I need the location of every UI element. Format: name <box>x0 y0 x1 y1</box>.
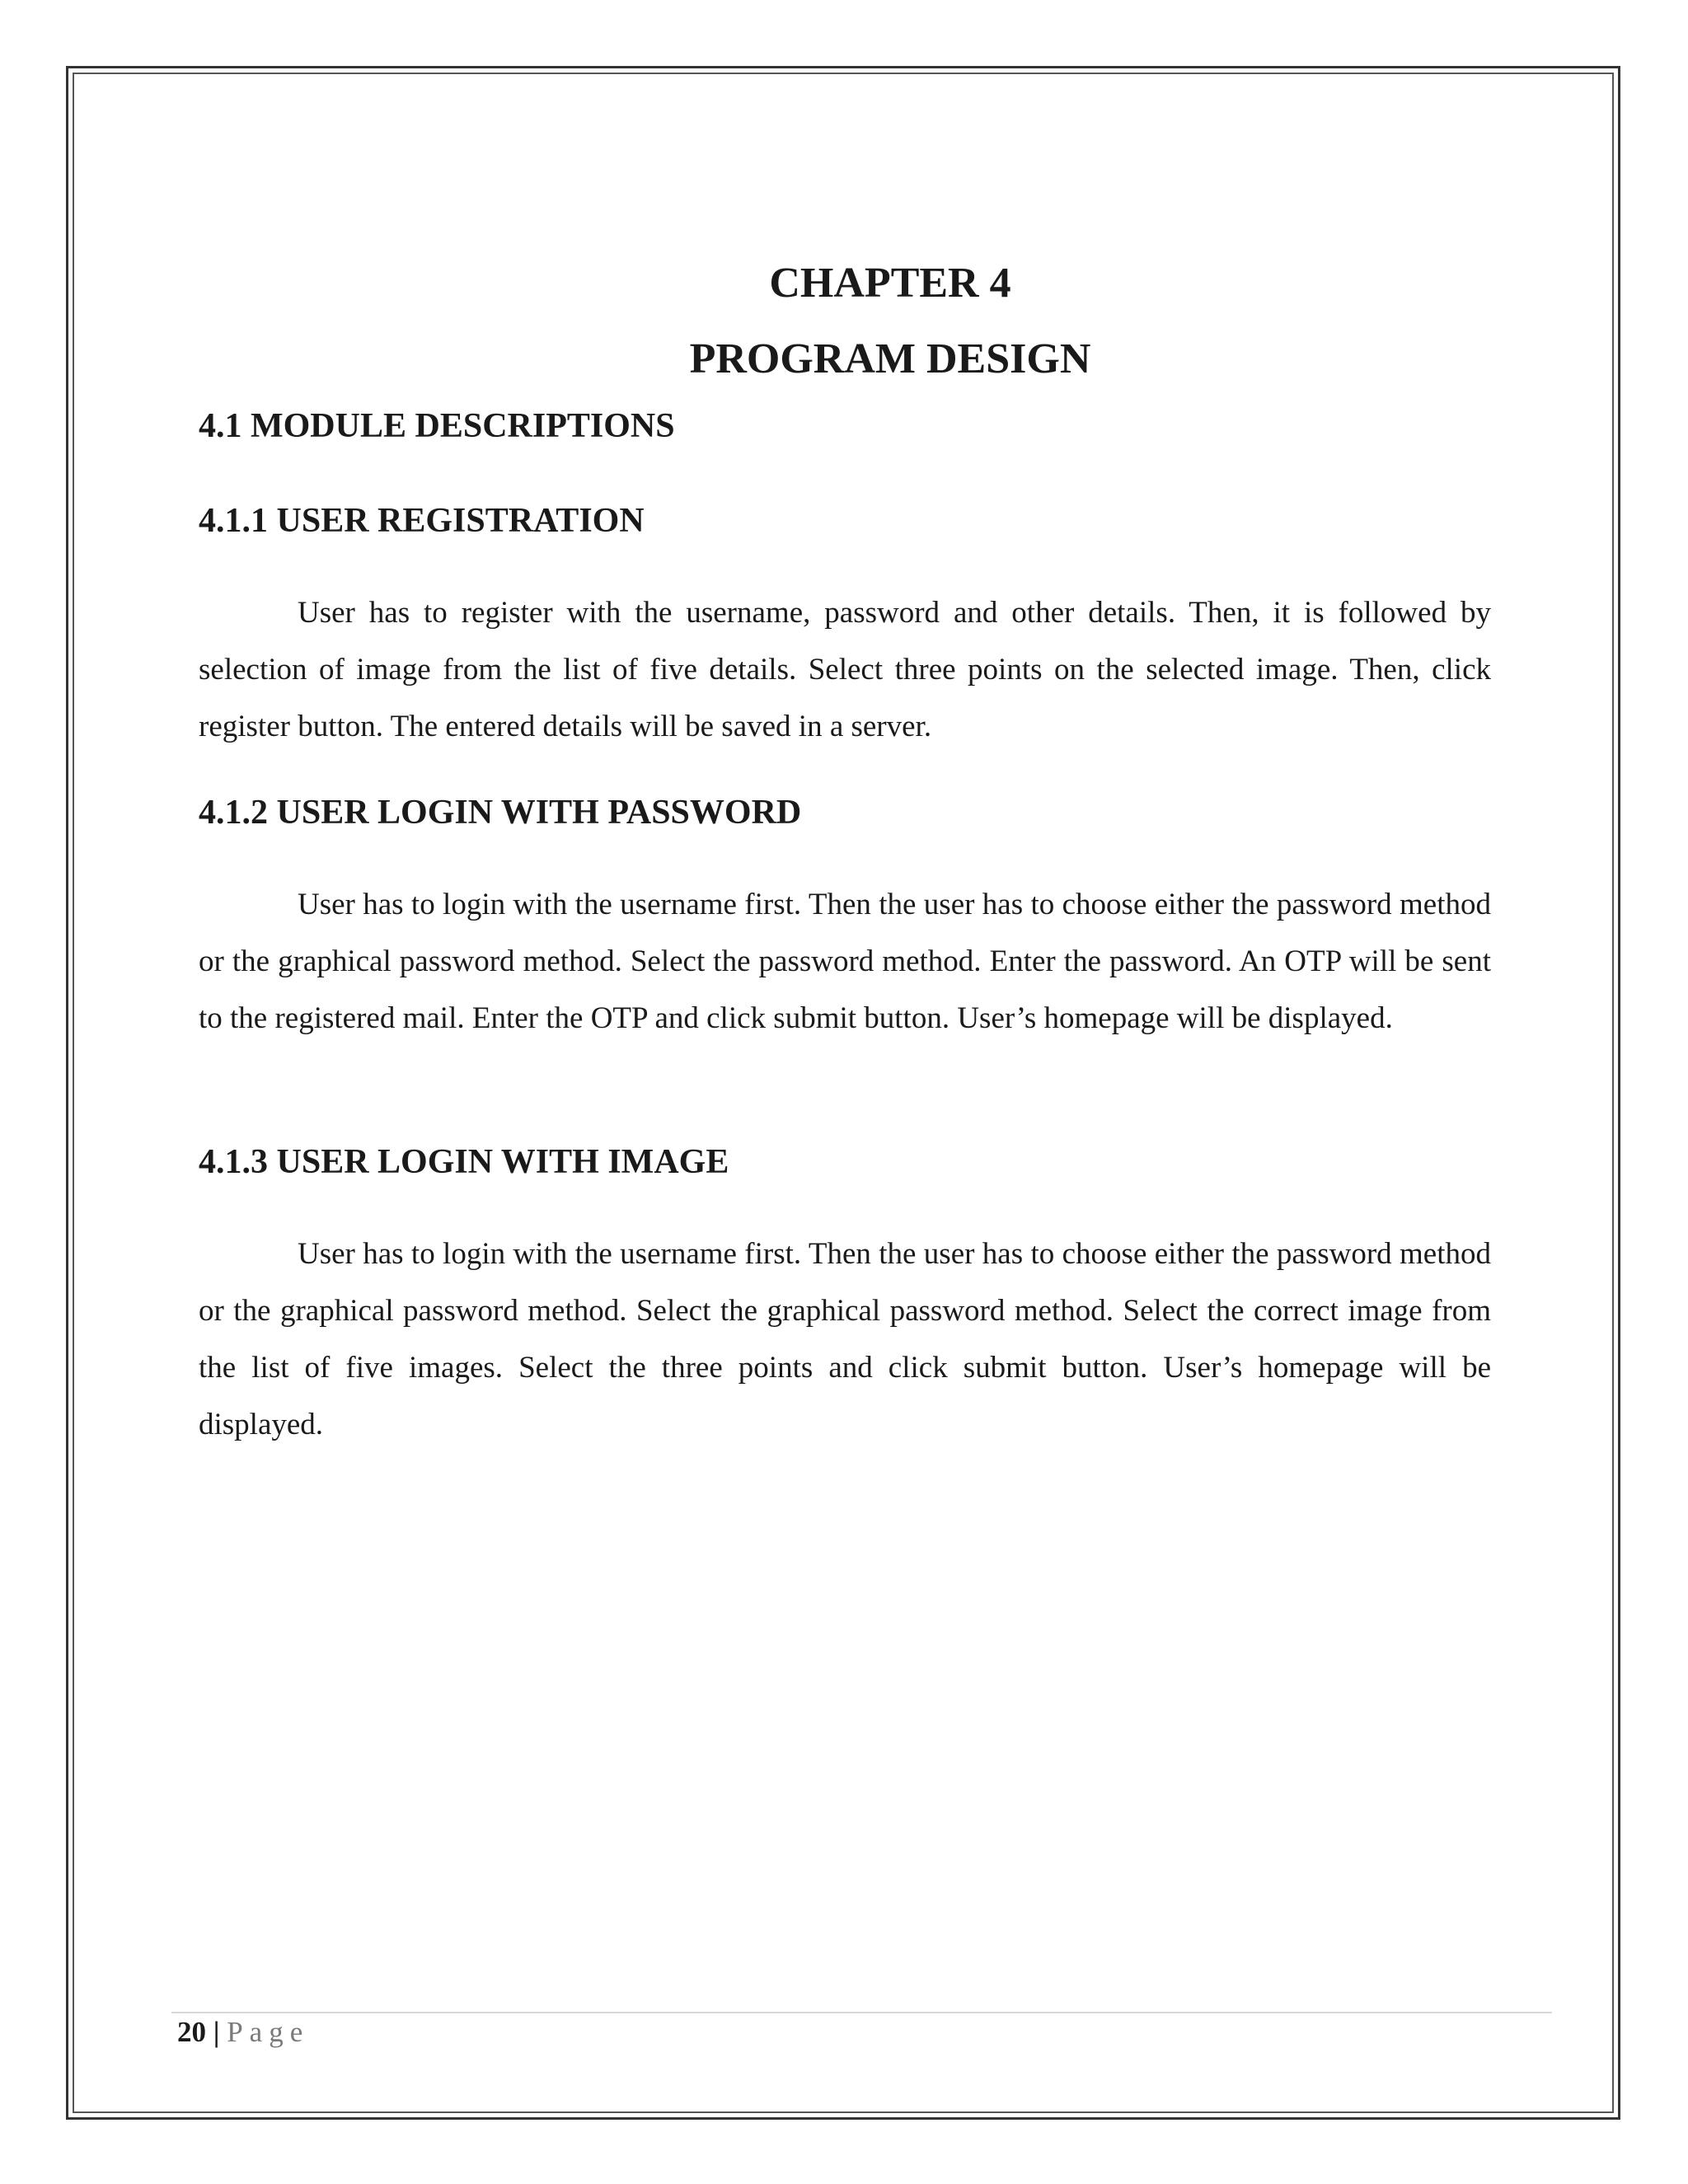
page-separator: | <box>213 2016 220 2048</box>
page-label: Page <box>227 2016 310 2048</box>
chapter-title: PROGRAM DESIGN <box>689 335 1091 382</box>
subsection-heading-user-registration: 4.1.1 USER REGISTRATION <box>199 502 645 540</box>
footer-divider <box>171 2012 1552 2013</box>
paragraph-login-password: User has to login with the username first. Then the user has to choose either the password method or the graphical password method. Select the password method. Enter the password. An OTP will be sent to the registered mail. Enter the OTP and click submit button. User’s homepage will be displayed. <box>199 888 1491 1035</box>
paragraph-user-registration: User has to register with the username, password and other details. Then, it is followed by selection of image from the list of five details. Select three points on the selected image. Then, click register button. The entered details will be saved in a server. <box>199 596 1491 743</box>
subsection-heading-login-image: 4.1.3 USER LOGIN WITH IMAGE <box>199 1143 729 1181</box>
page-footer <box>177 2016 309 2049</box>
section-heading-module-descriptions: 4.1 MODULE DESCRIPTIONS <box>199 407 675 445</box>
paragraph-login-image: User has to login with the username first. Then the user has to choose either the password method or the graphical password method. Select the graphical password method. Select the correct image from the list of five images. Select the three points and click submit button. User’s homepage will be displayed. <box>199 1237 1491 1441</box>
chapter-number: CHAPTER 4 <box>769 260 1011 307</box>
subsection-heading-login-password: 4.1.2 USER LOGIN WITH PASSWORD <box>199 794 802 832</box>
page-number: 20 <box>177 2016 206 2048</box>
